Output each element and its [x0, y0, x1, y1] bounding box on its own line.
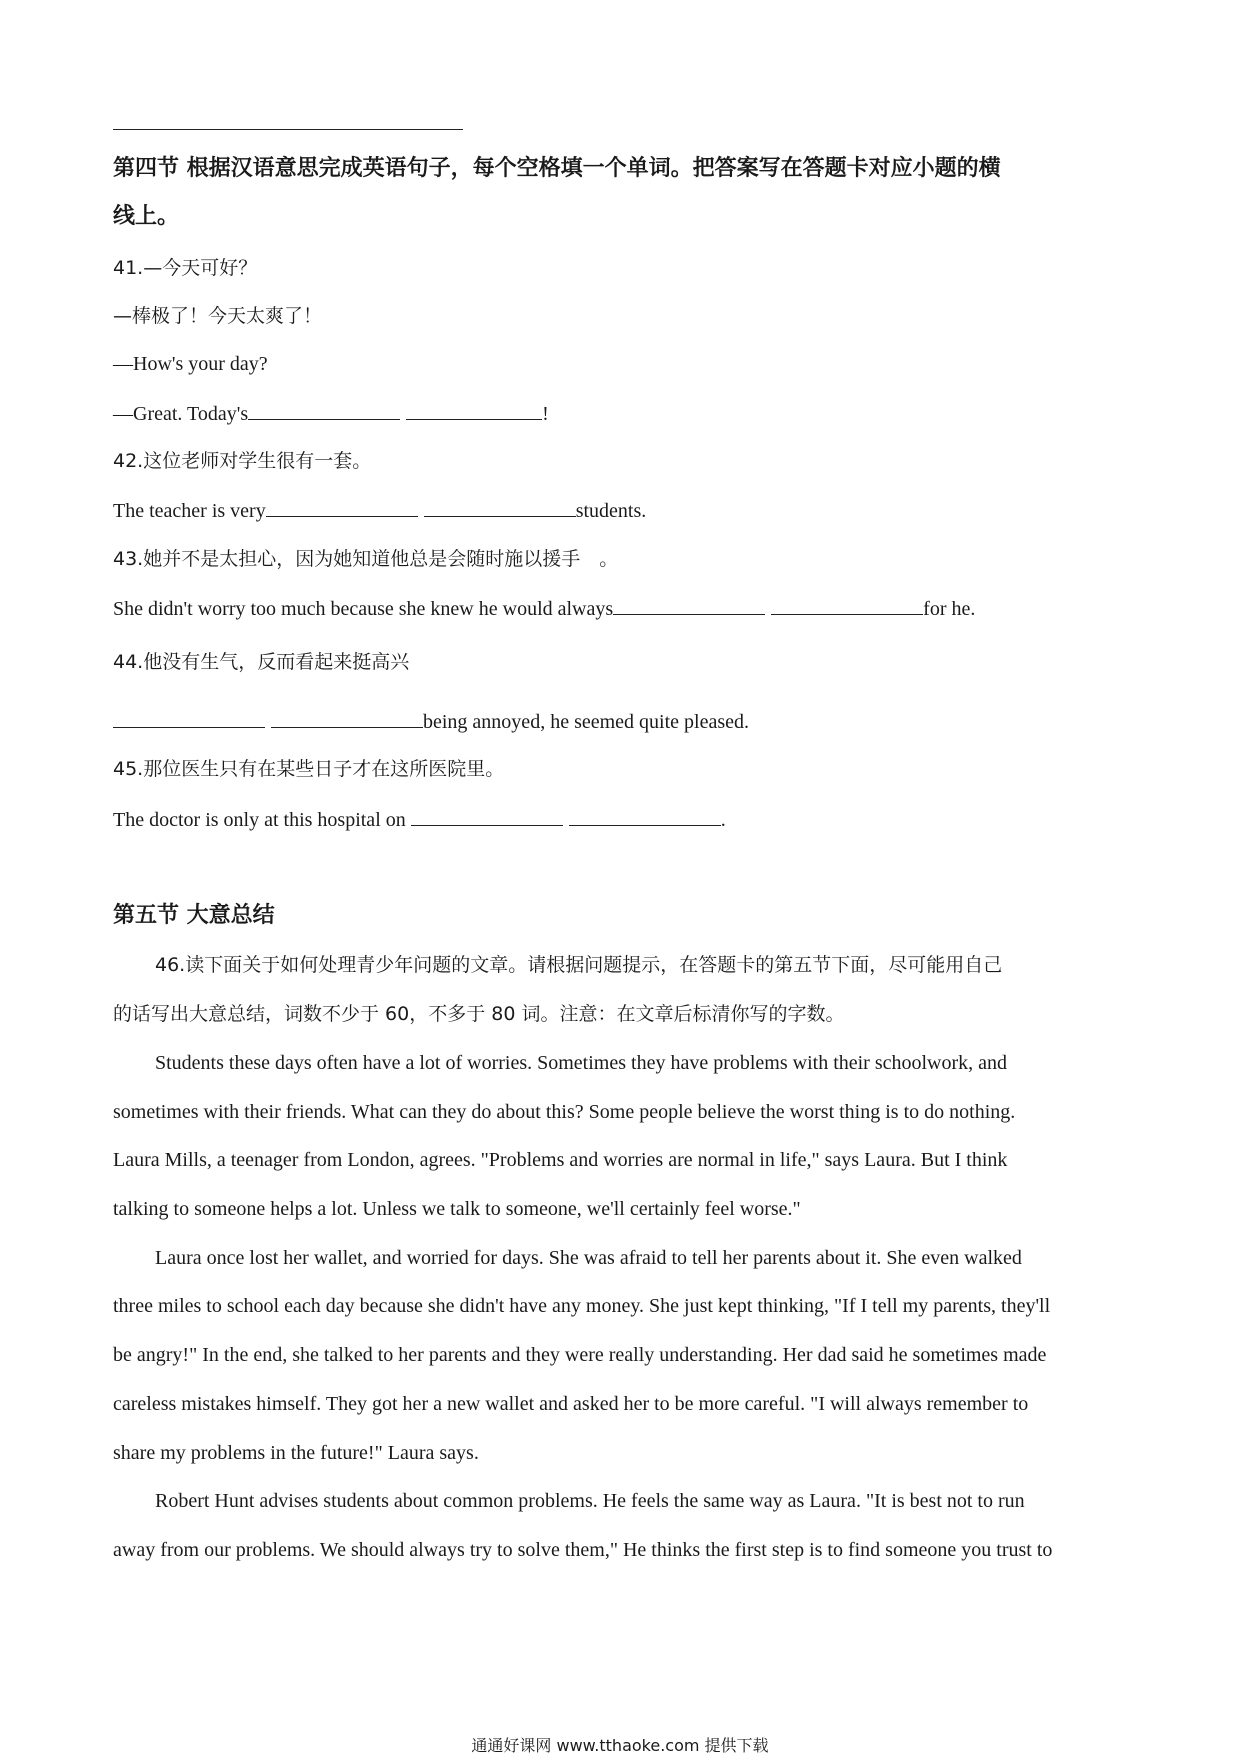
section4-heading-line1: 第四节 根据汉语意思完成英语句子，每个空格填一个单词。把答案写在答题卡对应小题的横: [113, 156, 1001, 181]
q43-en-post: for he.: [923, 598, 976, 620]
q41-en-line2: [113, 399, 549, 427]
passage-p1-line: Laura Mills, a teenager from London, agrees. "Problems and worries are normal in life," says Laura. But I think: [113, 1149, 1008, 1171]
passage-p2-line: be angry!" In the end, she talked to her parents and they were really understanding. Her dad said he sometimes made: [113, 1344, 1047, 1366]
q43-en: [113, 594, 975, 622]
section4-heading-line2: 线上。: [113, 204, 180, 229]
q43-cn: 43.她并不是太担心，因为她知道他总是会随时施以援手 。: [113, 548, 619, 570]
passage-p2-line: Laura once lost her wallet, and worried for days. She was afraid to tell her parents about it. She even walked: [155, 1247, 1022, 1269]
q43-blank-2[interactable]: [771, 594, 923, 615]
q45-en: [113, 805, 726, 833]
passage-p3-line: away from our problems. We should always try to solve them," He thinks the first step is to find someone you trust to: [113, 1539, 1053, 1561]
q41-cn-line1: 41.—今天可好？: [113, 257, 258, 279]
q41-blank-1[interactable]: [248, 399, 400, 420]
passage-p2-line: careless mistakes himself. They got her a new wallet and asked her to be more careful. "I will always remember to: [113, 1393, 1029, 1415]
passage-p1-line: sometimes with their friends. What can they do about this? Some people believe the worst thing is to do nothing.: [113, 1101, 1016, 1123]
q44-en-post: being annoyed, he seemed quite pleased.: [423, 711, 749, 733]
q41-cn-line2: —棒极了！今天太爽了！: [113, 305, 323, 327]
section5-instr-line1: 46.读下面关于如何处理青少年问题的文章。请根据问题提示，在答题卡的第五节下面，尽可能用自己: [155, 954, 1003, 976]
passage-p3-line: Robert Hunt advises students about common problems. He feels the same way as Laura. "It is best not to run: [155, 1490, 1025, 1512]
q41-en-post: !: [542, 403, 549, 425]
q43-en-pre: She didn't worry too much because she knew he would always: [113, 598, 614, 620]
q42-blank-2[interactable]: [424, 496, 576, 517]
passage-p2-line: three miles to school each day because she didn't have any money. She just kept thinking, "If I tell my parents, they'll: [113, 1295, 1051, 1317]
passage-p2-line: share my problems in the future!" Laura says.: [113, 1442, 479, 1464]
q42-cn: 42.这位老师对学生很有一套。: [113, 450, 372, 472]
q45-cn: 45.那位医生只有在某些日子才在这所医院里。: [113, 758, 505, 780]
q44-en: [113, 707, 749, 735]
q44-blank-2[interactable]: [271, 707, 423, 728]
q45-blank-1[interactable]: [411, 805, 563, 826]
q42-blank-1[interactable]: [266, 496, 418, 517]
q44-cn: 44.他没有生气，反而看起来挺高兴: [113, 651, 410, 673]
q41-en-line1: —How's your day?: [113, 353, 268, 375]
q45-en-post: .: [720, 809, 726, 831]
page-footer: 通通好课网 www.tthaoke.com 提供下载: [471, 1736, 769, 1755]
q45-en-pre: The doctor is only at this hospital on: [113, 809, 406, 831]
passage-p1-line: Students these days often have a lot of worries. Sometimes they have problems with their schoolwork, and: [155, 1052, 1008, 1074]
section5-instr-line2: 的话写出大意总结，词数不少于 60，不多于 80 词。注意：在文章后标清你写的字数。: [113, 1003, 845, 1025]
q42-en-pre: The teacher is very: [113, 500, 266, 522]
q43-blank-1[interactable]: [613, 594, 765, 615]
passage-p1-line: talking to someone helps a lot. Unless we talk to someone, we'll certainly feel worse.": [113, 1198, 801, 1220]
q44-blank-1[interactable]: [113, 707, 265, 728]
q42-en-post: students.: [575, 500, 647, 522]
section5-heading: 第五节 大意总结: [113, 903, 275, 928]
q41-blank-2[interactable]: [406, 399, 542, 420]
q45-blank-2[interactable]: [569, 805, 721, 826]
q42-en: [113, 496, 646, 524]
top-rule: [113, 129, 463, 130]
q41-en-pre: —Great. Today's: [113, 403, 249, 425]
